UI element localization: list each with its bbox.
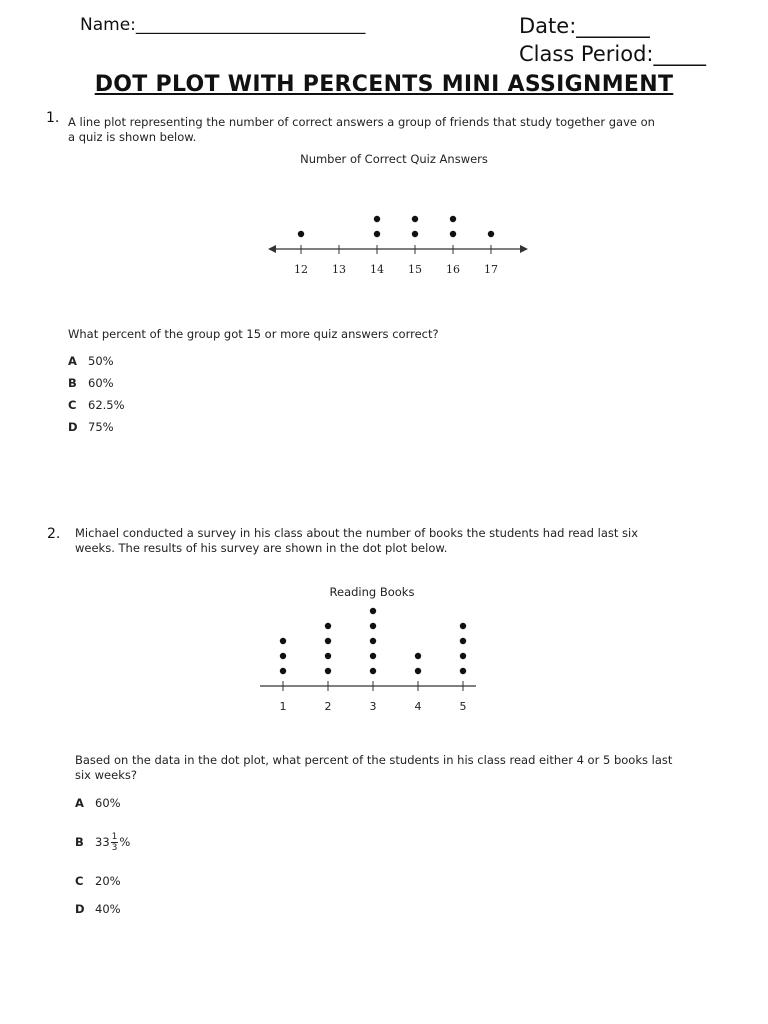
plot-2-dot xyxy=(325,623,331,629)
q1-choice-d-text: 75% xyxy=(88,420,114,434)
plot-1-right-arrow xyxy=(520,245,528,253)
plot-2-dot xyxy=(325,653,331,659)
plot-2-dot xyxy=(325,638,331,644)
plot-1-tick-label: 16 xyxy=(446,263,460,276)
plot-2-dot xyxy=(460,638,466,644)
plot-1-tick-label: 15 xyxy=(408,263,422,276)
plot-1-dot xyxy=(298,231,304,237)
plot-1-left-arrow xyxy=(268,245,276,253)
question-2-prompt xyxy=(75,526,638,556)
plot-1-dot-plot xyxy=(260,205,540,285)
q1-choice-b-text: 60% xyxy=(88,376,114,390)
plot-1-dot xyxy=(488,231,494,237)
plot-1-title: Number of Correct Quiz Answers xyxy=(300,152,488,166)
q1-choice-a-letter: A xyxy=(68,354,77,368)
question-2-line-1: Michael conducted a survey in his class about the number of books the students had read last six xyxy=(75,526,639,540)
plot-1-dot xyxy=(412,216,418,222)
q2-choice-d-text: 40% xyxy=(95,902,121,916)
q1-choice-a-text: 50% xyxy=(88,354,114,368)
question-2-question-line-1: Based on the data in the dot plot, what percent of the students in his class read either 4 or 5 books last xyxy=(75,753,673,767)
q1-choice-b[interactable] xyxy=(68,376,114,390)
plot-2-dot xyxy=(415,653,421,659)
q2-choice-b-letter: B xyxy=(75,835,84,849)
plot-2-dot xyxy=(280,653,286,659)
plot-2-dot xyxy=(325,668,331,674)
plot-2-dot xyxy=(415,668,421,674)
question-1-prompt xyxy=(68,115,655,145)
plot-1-tick-label: 14 xyxy=(370,263,384,276)
q1-choice-c-text: 62.5% xyxy=(88,398,125,412)
q1-choice-c-letter: C xyxy=(68,398,77,412)
plot-1-dot xyxy=(374,231,380,237)
plot-2-tick-label: 2 xyxy=(324,700,332,713)
q2-choice-b[interactable] xyxy=(75,832,130,853)
plot-1-dot xyxy=(412,231,418,237)
plot-2-dot xyxy=(370,638,376,644)
q2-choice-d[interactable] xyxy=(75,902,121,916)
plot-2-dot xyxy=(460,623,466,629)
question-2-line-2: weeks. The results of his survey are shown in the dot plot below. xyxy=(75,541,448,555)
plot-1-tick-label: 12 xyxy=(294,263,308,276)
plot-1-dot xyxy=(450,216,456,222)
plot-1-dot xyxy=(450,231,456,237)
plot-2-tick-label: 1 xyxy=(279,700,287,713)
question-2-number: 2. xyxy=(47,526,61,542)
date-field[interactable]: Date:_______ xyxy=(519,14,650,38)
plot-2-dot-plot xyxy=(255,600,485,720)
plot-2-dot xyxy=(280,668,286,674)
question-1-line-2: a quiz is shown below. xyxy=(68,130,197,144)
q1-choice-b-letter: B xyxy=(68,376,77,390)
q2-choice-d-letter: D xyxy=(75,902,85,916)
plot-2-tick-label: 4 xyxy=(414,700,422,713)
plot-1-tick-label: 13 xyxy=(332,263,346,276)
q2-choice-b-suffix: % xyxy=(119,835,131,849)
question-2-question-line-2: six weeks? xyxy=(75,768,137,782)
q2-choice-c[interactable] xyxy=(75,874,121,888)
q1-choice-d[interactable] xyxy=(68,420,114,434)
plot-2-title: Reading Books xyxy=(329,585,415,599)
q2-choice-a-letter: A xyxy=(75,796,84,810)
question-2-question xyxy=(75,753,672,783)
plot-1-dot xyxy=(374,216,380,222)
plot-2-tick-label: 3 xyxy=(369,700,377,713)
question-1-question: What percent of the group got 15 or more quiz answers correct? xyxy=(68,327,439,341)
q1-choice-a[interactable] xyxy=(68,354,114,368)
q2-choice-c-letter: C xyxy=(75,874,84,888)
plot-2-dot xyxy=(370,668,376,674)
plot-2-tick-label: 5 xyxy=(459,700,467,713)
question-1-number: 1. xyxy=(46,110,60,126)
page-title: DOT PLOT WITH PERCENTS MINI ASSIGNMENT xyxy=(94,72,674,97)
q2-choice-b-fraction xyxy=(111,832,119,853)
q2-choice-c-text: 20% xyxy=(95,874,121,888)
q2-choice-a-text: 60% xyxy=(95,796,121,810)
plot-2-dot xyxy=(460,668,466,674)
plot-2-dot xyxy=(460,653,466,659)
plot-2-dot xyxy=(280,638,286,644)
q2-choice-b-whole: 33 xyxy=(95,835,110,849)
name-field[interactable]: Name:___________________________ xyxy=(80,15,366,35)
plot-2-dot xyxy=(370,608,376,614)
plot-1-tick-label: 17 xyxy=(484,263,498,276)
plot-2-dot xyxy=(370,623,376,629)
plot-2-dot xyxy=(370,653,376,659)
question-1-line-1: A line plot representing the number of correct answers a group of friends that study together gave on xyxy=(68,115,655,129)
q2-choice-a[interactable] xyxy=(75,796,121,810)
q1-choice-c[interactable] xyxy=(68,398,125,412)
class-period-field[interactable]: Class Period:_____ xyxy=(519,42,706,66)
q2-choice-b-denominator: 3 xyxy=(111,843,118,853)
q1-choice-d-letter: D xyxy=(68,420,78,434)
q2-choice-b-numerator: 1 xyxy=(111,832,118,842)
